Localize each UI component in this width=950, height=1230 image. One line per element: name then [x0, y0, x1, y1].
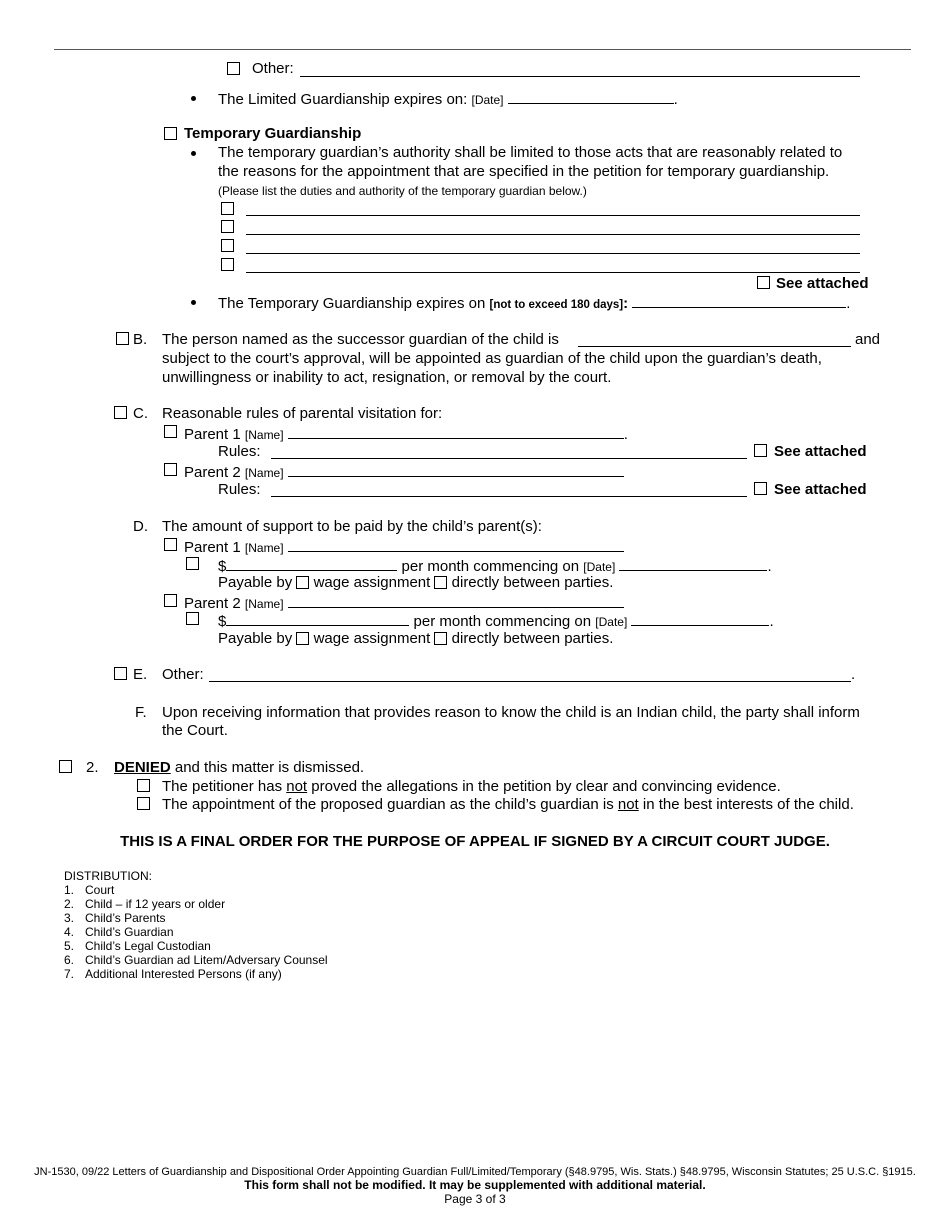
support-parent1: Parent 1 [Name]	[184, 537, 624, 557]
list-item: 4. Child’s Guardian	[64, 925, 174, 939]
support-parent2-amount-field[interactable]	[226, 611, 409, 626]
visitation-parent2: Parent 2 [Name]	[184, 462, 624, 482]
item-b-line3: unwillingness or inability to act, resignation, or removal by the court.	[162, 369, 612, 386]
visitation-parent1-rules-field[interactable]	[271, 458, 747, 459]
visitation-parent2-rules-field[interactable]	[271, 496, 747, 497]
visitation-parent2-rules-label: Rules:	[218, 481, 261, 498]
support-parent1-amount-field[interactable]	[226, 556, 397, 571]
visitation-parent1-see-attached-checkbox[interactable]	[754, 444, 767, 457]
support-parent2-payable: Payable by wage assignment directly between parties.	[218, 630, 614, 647]
denied-reason2-checkbox[interactable]	[137, 797, 150, 810]
item-b-line2: subject to the court’s approval, will be appointed as guardian of the child upon the guardian’s death,	[162, 350, 822, 367]
item-b-line1-end: and	[855, 331, 881, 348]
item-e-checkbox[interactable]	[114, 667, 127, 680]
limited-expires-date-field[interactable]	[508, 89, 674, 104]
visitation-parent2-see-attached-label: See attached	[774, 481, 867, 498]
item-e-label: Other:	[162, 666, 204, 683]
bullet	[191, 151, 196, 156]
item-b-letter: B.	[133, 331, 148, 348]
duty-checkbox[interactable]	[221, 202, 234, 215]
list-item: 7. Additional Interested Persons (if any)	[64, 967, 282, 981]
item-b-checkbox[interactable]	[116, 332, 129, 345]
visitation-parent1-checkbox[interactable]	[164, 425, 177, 438]
other-line[interactable]	[300, 76, 860, 77]
item-d-title: The amount of support to be paid by the child’s parent(s):	[162, 518, 542, 535]
item-b-line1: The person named as the successor guardian of the child is	[162, 331, 559, 348]
support-parent1-payable: Payable by wage assignment directly between parties.	[218, 574, 614, 591]
denied-checkbox[interactable]	[59, 760, 72, 773]
support-parent1-amount: $ per month commencing on [Date] .	[218, 558, 772, 575]
parent2-wage-assignment-checkbox[interactable]	[296, 632, 309, 645]
list-item: 2. Child – if 12 years or older	[64, 897, 226, 911]
footer-form-line: JN-1530, 09/22 Letters of Guardianship and Dispositional Order Appointing Guardian Full/Limited/Temporary (§48.9795, Wis. Stats.) §48.9795, Wisconsin Statutes; 25 U.S.C. §1915.	[34, 1166, 916, 1178]
duty-line[interactable]	[246, 272, 860, 273]
duty-checkbox[interactable]	[221, 239, 234, 252]
other-label: Other:	[252, 60, 294, 77]
denied-reason2: The appointment of the proposed guardian as the child’s guardian is not in the best interests of the child.	[162, 796, 854, 813]
item-f-letter: F.	[135, 704, 147, 721]
visitation-parent1: Parent 1 [Name] .	[184, 426, 628, 443]
footer-page-number: Page 3 of 3	[444, 1192, 506, 1206]
temporary-expires: The Temporary Guardianship expires on [not to exceed 180 days]: .	[218, 295, 851, 312]
temporary-expires-field[interactable]	[632, 293, 846, 308]
visitation-parent1-name-field[interactable]	[288, 424, 624, 439]
duty-checkbox[interactable]	[221, 220, 234, 233]
duty-checkbox[interactable]	[221, 258, 234, 271]
item-e-other-field[interactable]	[209, 681, 851, 682]
support-parent2-date-field[interactable]	[631, 611, 769, 626]
list-item: 3. Child’s Parents	[64, 911, 166, 925]
visitation-parent1-see-attached-label: See attached	[774, 443, 867, 460]
support-parent1-checkbox[interactable]	[164, 538, 177, 551]
support-parent2-amount-checkbox[interactable]	[186, 612, 199, 625]
item-c-title: Reasonable rules of parental visitation for:	[162, 405, 443, 422]
support-parent1-name-field[interactable]	[288, 537, 624, 552]
list-item: 6. Child’s Guardian ad Litem/Adversary Counsel	[64, 953, 328, 967]
duty-line[interactable]	[246, 215, 860, 216]
item-c-letter: C.	[133, 405, 148, 422]
bullet	[191, 300, 196, 305]
denied-line: DENIED and this matter is dismissed.	[114, 759, 365, 776]
bullet	[191, 96, 196, 101]
denied-reason1: The petitioner has not proved the allegations in the petition by clear and convincing evidence.	[162, 778, 781, 795]
support-parent2-checkbox[interactable]	[164, 594, 177, 607]
temporary-see-attached-checkbox[interactable]	[757, 276, 770, 289]
item-f-line1: Upon receiving information that provides reason to know the child is an Indian child, the party shall inform	[162, 704, 860, 721]
visitation-parent2-see-attached-checkbox[interactable]	[754, 482, 767, 495]
temporary-guardianship-heading: Temporary Guardianship	[184, 125, 362, 142]
item-c-checkbox[interactable]	[114, 406, 127, 419]
item-2-number: 2.	[86, 759, 99, 776]
item-e-letter: E.	[133, 666, 148, 683]
temporary-see-attached-label: See attached	[776, 275, 869, 292]
other-checkbox[interactable]	[227, 62, 240, 75]
duty-line[interactable]	[246, 253, 860, 254]
support-parent2-name-field[interactable]	[288, 593, 624, 608]
visitation-parent2-checkbox[interactable]	[164, 463, 177, 476]
support-parent2: Parent 2 [Name]	[184, 593, 624, 613]
support-parent1-amount-checkbox[interactable]	[186, 557, 199, 570]
successor-guardian-field[interactable]	[578, 346, 851, 347]
parent1-wage-assignment-checkbox[interactable]	[296, 576, 309, 589]
parent2-direct-payment-checkbox[interactable]	[434, 632, 447, 645]
footer-notice: This form shall not be modified. It may be supplemented with additional material.	[244, 1178, 706, 1192]
visitation-parent2-name-field[interactable]	[288, 462, 624, 477]
temporary-list-note: (Please list the duties and authority of the temporary guardian below.)	[218, 184, 587, 198]
parent1-direct-payment-checkbox[interactable]	[434, 576, 447, 589]
denied-reason1-checkbox[interactable]	[137, 779, 150, 792]
final-order-notice: THIS IS A FINAL ORDER FOR THE PURPOSE OF APPEAL IF SIGNED BY A CIRCUIT COURT JUDGE.	[120, 833, 830, 850]
temporary-authority-line2: the reasons for the appointment that are specified in the petition for temporary guardianship.	[218, 163, 830, 180]
top-rule	[54, 49, 911, 50]
distribution-list	[64, 883, 328, 981]
item-d-letter: D.	[133, 518, 148, 535]
temporary-authority-line1: The temporary guardian’s authority shall be limited to those acts that are reasonably related to	[218, 144, 843, 161]
item-f-line2: the Court.	[162, 722, 228, 739]
list-item: 5. Child’s Legal Custodian	[64, 939, 211, 953]
distribution-title: DISTRIBUTION:	[64, 869, 153, 883]
list-item: 1. Court	[64, 883, 115, 897]
item-e-end: .	[851, 666, 856, 683]
support-parent1-date-field[interactable]	[619, 556, 767, 571]
duty-line[interactable]	[246, 234, 860, 235]
support-parent2-amount: $ per month commencing on [Date] .	[218, 613, 774, 630]
temporary-guardianship-checkbox[interactable]	[164, 127, 177, 140]
limited-expires: The Limited Guardianship expires on: [Date] .	[218, 91, 678, 108]
visitation-parent1-rules-label: Rules:	[218, 443, 261, 460]
